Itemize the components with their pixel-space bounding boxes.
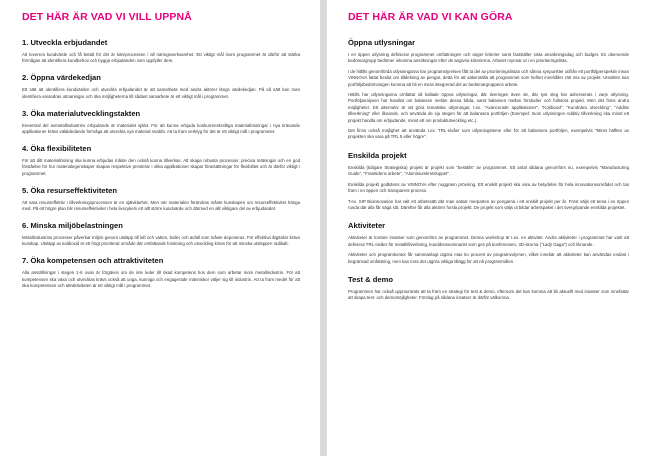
section-paragraph: För att ditt materiallösning ska kunna erbjudas måste den också kunna tillverkas. Att skapa robusta processer, precisa mätningar och en god förståelse för hur materialegenskaper skapas respektive presterar i olika applikationer skapar förutsättningar för flexibilitet och är därför viktigt i programmet. — [22, 157, 300, 176]
section-paragraph: Ett sätt att identifiera kundvärden och utveckla erbjudandet är att samarbeta med andra aktörer längs värdekedjan. På så sätt kan man identifiera varandras utmaningar och öka möjligheterna till sådant samarbete är ett viktigt mål i programmet. — [22, 87, 300, 99]
left-section — [22, 109, 300, 136]
section-heading: Enskilda projekt — [348, 150, 407, 160]
right-page-title: DET HÄR ÄR VAD VI KAN GÖRA — [348, 11, 513, 23]
section-heading: 5. Öka resurseffektiviteten — [22, 185, 117, 195]
left-page-title: DET HÄR ÄR VAD VI VILL UPPNÅ — [22, 11, 192, 23]
section-heading: 7. Öka kompetensen och attraktiviteten — [22, 256, 164, 266]
left-section — [22, 38, 300, 65]
right-section — [348, 221, 629, 265]
section-paragraph: Att leverera kundvärde och få betalt för det är kärnprocessen i all näringsverksamhet. Ett viktigt mål inom programmet är därför att stärka förmågan att identifiera kundbehov och bygga erbjudanden som uppfyller dem. — [22, 52, 300, 64]
section-paragraph: T.ex. SIP Bioinnovation har valt ett arbetssätt där man satsar merparten av pengarna i ett enskilt projekt per år. Först väljs ett tema i en öppen runda där alla får säga sitt. Därefter får alla aktörer forsla projekt. De projekt som väljs ut bildar arbetspaket i det övergripande enskilda projektet. — [348, 198, 629, 210]
right-section — [348, 38, 629, 141]
section-heading: 6. Minska miljöbelastningen — [22, 220, 123, 230]
section-heading: Test & demo — [348, 274, 394, 284]
section-heading: 2. Öppna värdekedjan — [22, 73, 101, 83]
section-heading: Öppna utlysningar — [348, 38, 416, 47]
left-sections — [22, 38, 300, 290]
left-section — [22, 186, 300, 213]
left-section — [22, 256, 300, 289]
section-heading: 4. Öka flexibiliteten — [22, 143, 92, 153]
section-paragraph: Enskilda (tidigare Strategiska) projekt är projekt som "beställs" av programmet. Ett antal sådana genomförs nu, exempelvis "Manufacturing Guide", "Framtidens arbete", "Aluminiumkretsloppet". — [348, 164, 629, 177]
section-paragraph: Programmen har också uppmuntrats att ta fram en strategi för test & demo, eftersom det kan komma att bli aktuellt med insatser som innefattar att skapa test- och demomöjligheter. Förslag på sådana insatser är därför välkomna. — [348, 288, 629, 301]
right-sections — [348, 38, 629, 302]
left-section — [22, 221, 300, 248]
section-heading: 1. Utveckla erbjudandet — [22, 38, 108, 47]
section-paragraph: Det finns också möjlighet att använda t.ex. TRL-nivåer som utlysningsteme eller för att balansera portföljen, exempelvis "Minst hälften av projekten ska vara på TRL 5 eller högre". — [348, 128, 629, 140]
left-page — [0, 0, 320, 456]
section-paragraph: Hittills har utlysningarna omfattat så kallade öppna utlysningar, där tiveringen även de, där tyst steg har adresserats i varje utlysning. Portföljanalysen har handlat om balansen mellan dessa båda, samt balansen mellan förstudier och fullstora projekt. Men det finns andra möjligheter. Ett alternativ är att göra tematiska utlysningar, t.ex. "Avancerade applikationer", "Koldioxid", "Kundnära utveckling", "Additiv tillverkning" eller liknande, och använda de sju stegen för att balansera portföljen (Exempel: Inom utlysningen Additiv tillverkning ska minst ett projekt handla om erbjudande, minst ett om produktutveckling etc.). — [348, 92, 629, 123]
right-section — [348, 151, 629, 211]
section-paragraph: Eneentral del avmetallindustrins erbjudande är materialet självt. För att kunna erbjuda konkurrenskraftiga materiallösningar i nya krävande applikationer krävs väldidedande förmåga att utveckla nya material snabbt. Att ta fram verktyg för det är ett viktigt mål i programmet. — [22, 122, 300, 135]
section-paragraph: Enskilda projekt godkänns av VINNOVA efter noggrann prövning. Ett enskilt projekt ska vara av betydelse för hela innovationsområdet och tas fram i en öppen och transparent process. — [348, 181, 629, 194]
section-paragraph: Aktiviteter och programkontor får sammanlagt utgöra max tio procent av programvolymen, vilket innebär att aktiviteter kan användas endast i begränsad omfattning, men kan trots det utgöra viktiga tillägg för att nå programmålen. — [348, 252, 629, 264]
section-paragraph: I de hittills genomförda utlysningarna har programstyrelsen fått ta del av prioriteringslistan och sånna synpunkter utifrån ett portföljperspektiv innan VINNOVA fattat beslut om tilldelning av pengar, detta för att säkerställa att programmet som helhet innehåller rätt mix av projekt. Utsnitten kan portföljsbedömningen komma att bli en mera integrerad del av bedömargruppens arbete. — [348, 68, 629, 87]
section-paragraph: I en öppen utlysning definierar programmet omfattningen och anger kriterier samt fastställer sista ansökningsdag och budget. En oberoende bedömargrupp bedömer inkomna ansökningar efter de angivna kriterierna. Arbetet mynnar ut i en prioriteringslista. — [348, 52, 629, 64]
section-paragraph: Aktiviteter är kortare insatser som genomförs av programmet. Denna workshop är t.ex. en aktivitet. Andra aktiviteter i programmet har varit att definiera TRL-nivåer för metalltillverkning, kunddresseminariet som ges på konferensen, 3D-skorna ("Lady Gaga") och liknande. — [348, 235, 629, 247]
right-section — [348, 275, 629, 302]
section-paragraph: Metallindustrins processer påverkar miljön genom utsläpp till luft och vatten, buller och avfall som måste deponeras. För effektiva åtgärder krävs kunskap. Utsläpp av koldioxid är ett högt prioriterat område där omfattande forskning och utveckling krävs för att minska utsläppen radikalt. — [22, 234, 300, 247]
right-page — [327, 0, 647, 456]
left-section — [22, 73, 300, 100]
section-heading: 3. Öka materialutvecklingstakten — [22, 108, 141, 118]
left-section — [22, 144, 300, 177]
section-paragraph: Att vara resurseffektiv i tillverkningsprocessen är en självklarhet. Men när materialen förändras måste kunskapen om resurseffektivitet hänga med. På ett högre plan blir resurseffektivitet i hela livscykeln ett allt större kundvärde och därmed en allt viktigare del av erbjudandet. — [22, 199, 300, 212]
section-paragraph: Alla anställningar i stegen 1-6 ovan är förgäves om de inte leder till ökad kompetens hos dem som arbetar inom metallindustrin. För att kompetensen ska växa och utvecklas krävs också att unga, kunniga och engagerade människor väljer sig till industrin. Att ta fram medel för att öka kompetensen och attraktiviteten är ett viktigt mål i programmet. — [22, 270, 300, 289]
section-heading: Aktiviteter — [348, 221, 386, 231]
